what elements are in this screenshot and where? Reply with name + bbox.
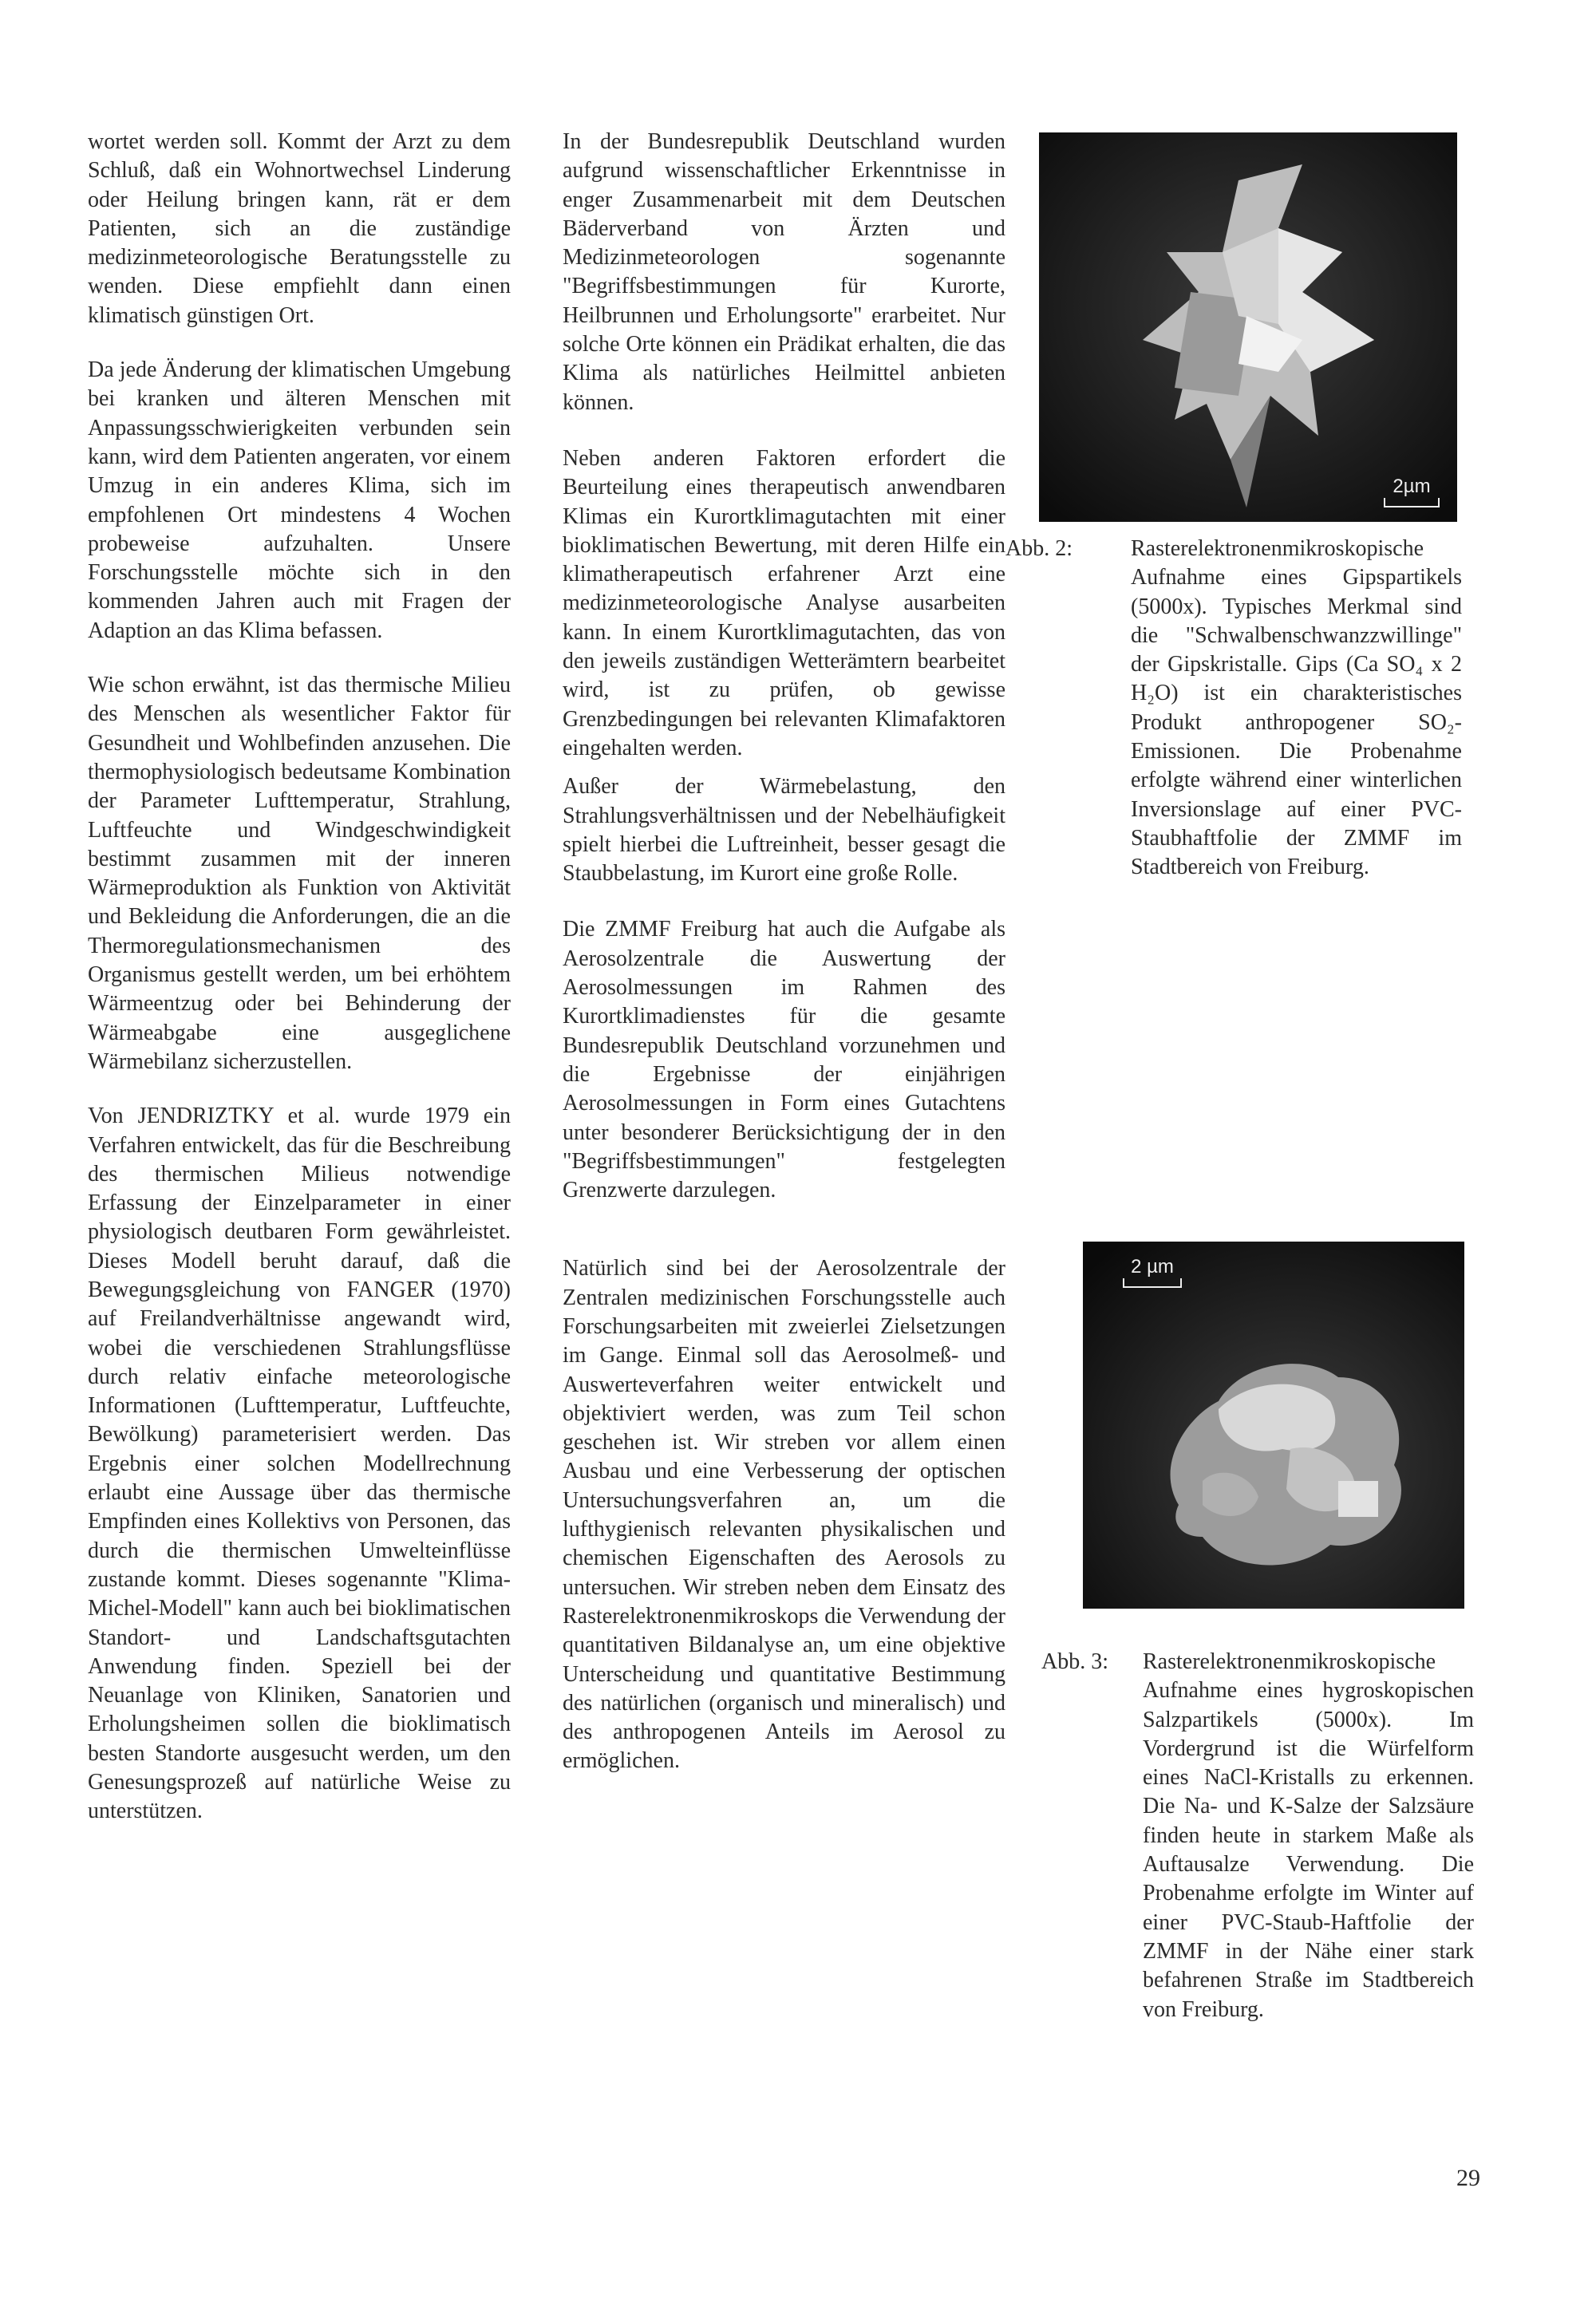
paragraph: Da jede Änderung der klimatischen Umgebung bei kranken und älteren Menschen mit Anpassungsschwierigkeiten verbunden sein kann, wird dem Patienten angeraten, vor einem Umzug in ein anderes Klima, sich im empfohlenen Ort mindestens 4 Wochen probeweise aufzuhalten. Unsere Forschungsstelle möchte sich in den kommenden Jahren auch mit Fragen der Adaption an das Klima befassen.	[88, 357, 511, 643]
scale-bar-line	[1384, 498, 1440, 507]
middle-text-column	[563, 128, 1005, 1776]
figure-caption-text: Rasterelektronenmikroskopische Aufnahme eines Gipspartikels (5000x). Typisches Merkmal sind die "Schwalbenschwanzzwillinge" der Gipskristalle. Gips (Ca SO₄ x 2 H₂O) ist ein charakteristisches Produkt anthropogener SO₂-Emissionen. Die Probenahme erfolgte während einer winterlichen Inversionslage auf einer PVC-Staubhaftfolie der ZMMF im Stadtbereich von Freiburg.	[1131, 536, 1462, 880]
paragraph: Natürlich sind bei der Aerosolzentrale der Zentralen medizinischen Forschungsstelle auch Forschungsarbeiten mit zweierlei Zielsetzungen im Gange. Einmal soll das Aerosolmeß- und Auswerteverfahren weiter entwickelt und objektiviert werden, was zum Teil schon geschehen ist. Wir streben vor allem einen Ausbau und eine Verbesserung der optischen Untersuchungsverfahren an, um die lufthygienisch relevanten physikalischen und chemischen Eigenschaften des Aerosols zu untersuchen. Wir streben neben dem Einsatz des Rasterelektronenmikroskops die Verwendung der quantitativen Bildanalyse an, um eine objektive Unterscheidung und quantitative Bestimmung des natürlichen (organisch und mineralisch) und des anthropogenen Anteils im Aerosol zu ermöglichen.	[563, 1256, 1005, 1774]
gypsum-crystal-illustration	[1039, 132, 1457, 522]
scale-bar-label: 2µm	[1393, 476, 1431, 497]
paragraph: Von JENDRIZTKY et al. wurde 1979 ein Verfahren entwickelt, das für die Beschreibung des thermischen Milieus notwendige Erfassung der Einzelparameter in einer physiologisch deutbaren Form gewährleistet. Dieses Modell beruht darauf, daß die Bewegungsgleichung von FANGER (1970) auf Freilandverhältnisse angewandt wird, wobei die verschiedenen Strahlungsflüsse durch relativ einfache meteorologische Informationen (Lufttemperatur, Luftfeuchte, Bewölkung) parameterisiert werden. Das Ergebnis einer solchen Modellrechnung erlaubt eine Aussage über das thermische Empfinden eines Kollektivs von Personen, das durch die thermischen Umwelteinflüsse zustande kommt. Dieses sogenannte "Klima-Michel-Modell" kann auch bei bioklimatischen Standort- und Landschaftsgutachten Anwendung finden. Speziell bei der Neuanlage von Kliniken, Sanatorien und Erholungsheimen sollen die bioklimatisch besten Standorte ausgesucht werden, um den Genesungsprozeß auf natürliche Weise zu unterstützen.	[88, 1104, 511, 1824]
paragraph: In der Bundesrepublik Deutschland wurden aufgrund wissenschaftlicher Erkenntnisse in enger Zusammenarbeit mit dem Deutschen Bäderverband von Ärzten und Medizinmeteorologen sogenannte "Begriffsbestimmungen für Kurorte, Heilbrunnen und Erholungsorte" erarbeitet. Nur solche Orte können ein Prädikat erhalten, die das Klima als natürliches Heilmittel anbieten können.	[563, 129, 1005, 415]
scale-bar	[1384, 477, 1440, 507]
figure-label: Abb. 3:	[1041, 1649, 1108, 1674]
scale-bar-label: 2 µm	[1131, 1256, 1174, 1277]
figure-label: Abb. 2:	[1005, 536, 1073, 561]
page-number: 29	[1456, 2165, 1480, 2191]
paragraph: wortet werden soll. Kommt der Arzt zu dem Schluß, daß ein Wohnortwechsel Linderung oder Heilung bringen kann, rät er dem Patienten, sich an die zuständige medizinmeteorologische Beratungsstelle zu wenden. Diese empfiehlt dann einen klimatisch günstigen Ort.	[88, 129, 511, 328]
sem-image-gypsum-particle	[1039, 132, 1457, 522]
sem-image-salt-particle	[1083, 1242, 1464, 1609]
scale-bar	[1123, 1258, 1182, 1288]
salt-particle-illustration	[1083, 1242, 1464, 1609]
scale-bar-line	[1123, 1278, 1182, 1288]
figure-caption-text: Rasterelektronenmikroskopische Aufnahme eines hygroskopischen Salzpartikels (5000x). Im Vordergrund ist die Würfelform eines NaCl-Kristalls zu erkennen. Die Na- und K-Salze der Salzsäure finden heute in starkem Maße als Auftausalze Verwendung. Die Probenahme erfolgte im Winter auf einer PVC-Staub-Haftfolie der ZMMF in der Nähe einer stark befahrenen Straße im Stadtbereich von Freiburg.	[1143, 1649, 1474, 2022]
paragraph: Wie schon erwähnt, ist das thermische Milieu des Menschen als wesentlicher Faktor für Gesundheit und Wohlbefinden anzusehen. Die thermophysiologisch bedeutsame Kombination der Parameter Lufttemperatur, Strahlung, Luftfeuchte und Windgeschwindigkeit bestimmt zusammen mit der inneren Wärmeproduktion als Funktion von Aktivität und Bekleidung die Anforderungen, die an die Thermoregulationsmechanismen des Organismus gestellt werden, um bei erhöhtem Wärmeentzug oder bei Behinderung der Wärmeabgabe eine ausgeglichene Wärmebilanz sicherzustellen.	[88, 673, 511, 1074]
left-text-column	[88, 128, 511, 1826]
paragraph: Die ZMMF Freiburg hat auch die Aufgabe als Aerosolzentrale die Auswertung der Aerosolmessungen im Rahmen des Kurortklimadienstes für die gesamte Bundesrepublik Deutschland vorzunehmen und die Ergebnisse der einjährigen Aerosolmessungen in Form eines Gutachtens unter besonderer Berücksichtigung der in den "Begriffsbestimmungen" festgelegten Grenzwerte darzulegen.	[563, 917, 1005, 1203]
paragraph: Außer der Wärmebelastung, den Strahlungsverhältnissen und der Nebelhäufigkeit spielt hierbei die Luftreinheit, besser gesagt die Staubbelastung, im Kurort eine große Rolle.	[563, 774, 1005, 887]
paragraph: Neben anderen Faktoren erfordert die Beurteilung eines therapeutisch anwendbaren Klimas ein Kurortklimagutachten mit einer bioklimatischen Bewertung, mit deren Hilfe ein klimatherapeutisch erfahrener Arzt eine medizinmeteorologische Analyse ausarbeiten kann. In einem Kurortklimagutachten, das von den jeweils zuständigen Wetterämtern bearbeitet wird, ist zu prüfen, ob gewisse Grenzbedingungen bei relevanten Klimafaktoren eingehalten werden.	[563, 445, 1005, 760]
